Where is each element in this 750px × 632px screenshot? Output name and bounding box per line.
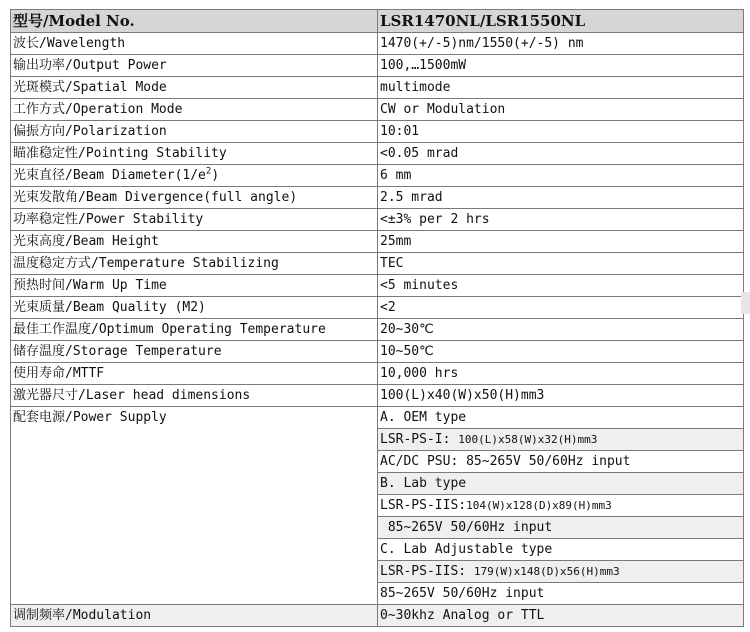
param-label — [11, 165, 378, 187]
param-label: 输出功率/Output Power — [11, 55, 378, 77]
header-model-value: LSR1470NL/LSR1550NL — [378, 10, 744, 33]
param-value: 100,…1500mW — [378, 55, 744, 77]
param-value: 20~30℃ — [378, 319, 744, 341]
param-label-text: 光束直径/Beam Diameter(1/e — [13, 168, 206, 183]
table-row — [11, 385, 744, 407]
power-supply-item: 85~265V 50/60Hz input — [378, 517, 744, 539]
param-value: 10~50℃ — [378, 341, 744, 363]
param-label: 功率稳定性/Power Stability — [11, 209, 378, 231]
param-value: 10:01 — [378, 121, 744, 143]
scroll-gutter — [741, 292, 750, 314]
param-value: <±3% per 2 hrs — [378, 209, 744, 231]
table-row — [11, 319, 744, 341]
table-row — [11, 231, 744, 253]
param-label: 预热时间/Warm Up Time — [11, 275, 378, 297]
table-row — [11, 99, 744, 121]
power-supply-dimensions: 179(W)x148(D)x56(H)mm3 — [473, 565, 620, 578]
param-value: multimode — [378, 77, 744, 99]
table-row — [11, 55, 744, 77]
power-supply-item — [378, 429, 744, 451]
param-value: TEC — [378, 253, 744, 275]
param-value: 25mm — [378, 231, 744, 253]
table-row — [11, 275, 744, 297]
table-row — [11, 77, 744, 99]
table-row — [11, 297, 744, 319]
power-supply-item — [378, 495, 744, 517]
table-row — [11, 253, 744, 275]
power-supply-item: C. Lab Adjustable type — [378, 539, 744, 561]
power-supply-model: LSR-PS-I: — [380, 432, 459, 447]
param-label: 偏振方向/Polarization — [11, 121, 378, 143]
table-row — [11, 33, 744, 55]
table-row — [11, 143, 744, 165]
param-value: CW or Modulation — [378, 99, 744, 121]
param-value: 10,000 hrs — [378, 363, 744, 385]
table-row — [11, 121, 744, 143]
param-value: 6 mm — [378, 165, 744, 187]
param-label: 光斑模式/Spatial Mode — [11, 77, 378, 99]
power-supply-item: 85~265V 50/60Hz input — [378, 583, 744, 605]
power-supply-model: LSR-PS-IIS: — [380, 564, 474, 579]
table-row — [11, 209, 744, 231]
param-label: 最佳工作温度/Optimum Operating Temperature — [11, 319, 378, 341]
header-model-label: 型号/Model No. — [11, 10, 378, 33]
param-value: <2 — [378, 297, 744, 319]
table-header-row — [11, 10, 744, 33]
param-label: 激光器尺寸/Laser head dimensions — [11, 385, 378, 407]
param-label: 温度稳定方式/Temperature Stabilizing — [11, 253, 378, 275]
param-value: <5 minutes — [378, 275, 744, 297]
param-label: 光束质量/Beam Quality (M2) — [11, 297, 378, 319]
power-supply-item: A. OEM type — [378, 407, 744, 429]
param-value: 100(L)x40(W)x50(H)mm3 — [378, 385, 744, 407]
param-value: 0~30khz Analog or TTL — [378, 605, 744, 627]
power-supply-dimensions: 104(W)x128(D)x89(H)mm3 — [466, 499, 612, 512]
table-row — [11, 605, 744, 627]
param-label: 调制频率/Modulation — [11, 605, 378, 627]
table-row — [11, 187, 744, 209]
table-row — [11, 165, 744, 187]
power-supply-item: AC/DC PSU: 85~265V 50/60Hz input — [378, 451, 744, 473]
param-label: 光束发散角/Beam Divergence(full angle) — [11, 187, 378, 209]
param-value: 2.5 mrad — [378, 187, 744, 209]
param-label: 瞄准稳定性/Pointing Stability — [11, 143, 378, 165]
power-supply-label: 配套电源/Power Supply — [11, 407, 378, 605]
param-value: 1470(+/-5)nm/1550(+/-5) nm — [378, 33, 744, 55]
param-label: 光束高度/Beam Height — [11, 231, 378, 253]
power-supply-item — [378, 561, 744, 583]
param-value: <0.05 mrad — [378, 143, 744, 165]
power-supply-model: LSR-PS-IIS: — [380, 498, 467, 513]
param-label: 储存温度/Storage Temperature — [11, 341, 378, 363]
table-row — [11, 363, 744, 385]
param-label: 使用寿命/MTTF — [11, 363, 378, 385]
param-label-suffix: ) — [211, 168, 220, 183]
power-supply-item: B. Lab type — [378, 473, 744, 495]
table-row — [11, 341, 744, 363]
power-supply-dimensions: 100(L)x58(W)x32(H)mm3 — [458, 433, 598, 446]
power-supply-row — [11, 407, 744, 429]
param-label: 工作方式/Operation Mode — [11, 99, 378, 121]
superscript: 2 — [205, 166, 212, 177]
spec-table — [10, 9, 744, 627]
param-label: 波长/Wavelength — [11, 33, 378, 55]
